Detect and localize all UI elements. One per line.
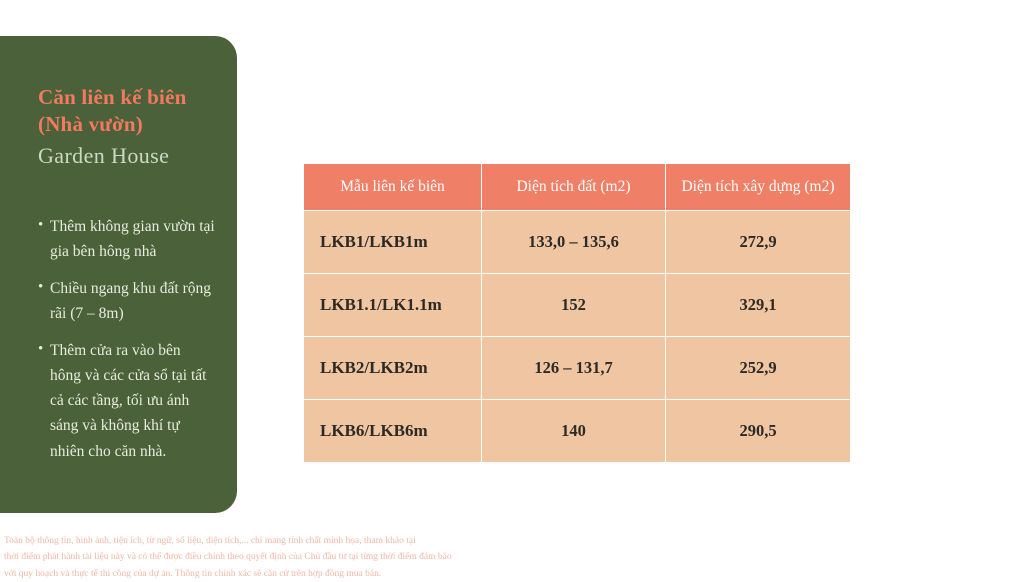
cell-built-area: 272,9: [666, 211, 851, 274]
cell-model: LKB1/LKB1m: [304, 211, 482, 274]
cell-land-area: 126 – 131,7: [482, 337, 666, 400]
table-row: [304, 211, 851, 274]
table-row: [304, 337, 851, 400]
disclaimer-line-2: thời điểm phát hành tài liệu này và có thể được điều chỉnh theo quyết định của Chủ đầu tư tại từng thời điểm đảm bảo: [4, 552, 452, 563]
panel-title-line-1: Căn liên kế biên: [38, 85, 187, 109]
table-header-row: [304, 164, 851, 211]
specification-table: [303, 163, 851, 463]
column-header-built-area: Diện tích xây dựng (m2): [666, 164, 851, 211]
cell-built-area: 329,1: [666, 274, 851, 337]
panel-title: [38, 84, 215, 172]
list-item: • Thêm không gian vườn tại gia bên hông nhà: [38, 214, 215, 264]
disclaimer-text: [4, 533, 544, 582]
disclaimer-line-3: với quy hoạch và thực tế thi công của dự án. Thông tin chính xác sẽ căn cứ trên hợp đồng mua bán.: [4, 568, 382, 579]
panel-title-line-2: (Nhà vườn): [38, 111, 143, 136]
table-header: [304, 164, 851, 211]
cell-built-area: 290,5: [666, 400, 851, 463]
cell-land-area: 133,0 – 135,6: [482, 211, 666, 274]
list-item: • Thêm cửa ra vào bên hông và các cửa sổ tại tất cả các tầng, tối ưu ánh sáng và không khí tự nhiên cho căn nhà.: [38, 338, 215, 464]
column-header-model: Mẫu liên kế biên: [304, 164, 482, 211]
table-row: [304, 274, 851, 337]
column-header-land-area: Diện tích đất (m2): [482, 164, 666, 211]
feature-bullet-list: [38, 214, 215, 464]
table-row: [304, 400, 851, 463]
cell-land-area: 152: [482, 274, 666, 337]
cell-land-area: 140: [482, 400, 666, 463]
list-item: • Chiều ngang khu đất rộng rãi (7 – 8m): [38, 276, 215, 326]
table-body: [304, 211, 851, 463]
disclaimer-line-1: Toàn bộ thông tin, hình ảnh, tiện ích, từ ngữ, số liệu, diện tích,... chỉ mang tính chất minh họa, tham khảo tại: [4, 536, 416, 546]
green-info-panel: [0, 36, 237, 513]
panel-subtitle-english: Garden House: [38, 142, 170, 168]
cell-model: LKB1.1/LK1.1m: [304, 274, 482, 337]
cell-model: LKB2/LKB2m: [304, 337, 482, 400]
cell-model: LKB6/LKB6m: [304, 400, 482, 463]
cell-built-area: 252,9: [666, 337, 851, 400]
